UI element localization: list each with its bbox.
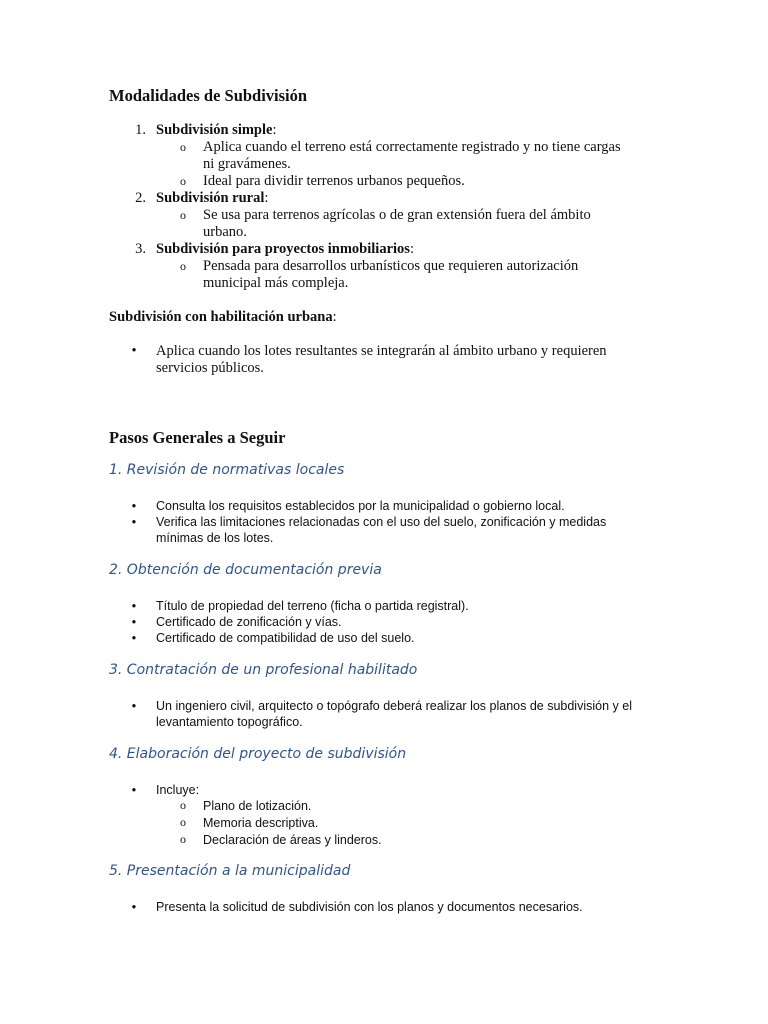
- item-name: Subdivisión rural: [156, 190, 265, 206]
- bullet-icon: •: [131, 783, 137, 797]
- bullet-line: Presenta la solicitud de subdivisión con los planos y documentos necesarios.: [156, 900, 583, 914]
- item-colon: :: [272, 122, 277, 138]
- bullet-line: levantamiento topográfico.: [156, 715, 303, 729]
- step-heading: 5. Presentación a la municipalidad: [109, 863, 351, 879]
- bullet-line: Un ingeniero civil, arquitecto o topógrafo deberá realizar los planos de subdivisión y el: [156, 699, 632, 713]
- bullet-line: mínimas de los lotes.: [156, 531, 274, 545]
- bullet-line: Consulta los requisitos establecidos por la municipalidad o gobierno local.: [156, 499, 565, 513]
- list-number: 2.: [135, 190, 146, 206]
- sub-bullet-icon: o: [180, 208, 186, 222]
- sub-bullet-icon: o: [180, 174, 186, 188]
- bullet-line: servicios públicos.: [156, 360, 264, 376]
- bullet-icon: •: [131, 343, 137, 359]
- step-heading: 4. Elaboración del proyecto de subdivisión: [109, 746, 407, 762]
- item-colon: :: [264, 190, 269, 206]
- sub-bullet-icon: o: [180, 798, 186, 812]
- sub-item-line: Pensada para desarrollos urbanísticos que requieren autorización: [203, 258, 579, 274]
- list-number: 3.: [135, 241, 146, 257]
- list-item-heading: [156, 241, 414, 258]
- list-number: 1.: [135, 122, 146, 138]
- sub-item-line: municipal más compleja.: [203, 275, 349, 291]
- section-title: Modalidades de Subdivisión: [109, 86, 308, 105]
- bullet-line: Certificado de compatibilidad de uso del suelo.: [156, 631, 415, 645]
- sub-bullet-icon: o: [180, 815, 186, 829]
- step-heading: 3. Contratación de un profesional habilitado: [109, 662, 418, 678]
- step-heading: 1. Revisión de normativas locales: [109, 462, 345, 478]
- bullet-icon: •: [131, 900, 137, 914]
- section-title: Pasos Generales a Seguir: [109, 428, 286, 447]
- habilitacion-name: Subdivisión con habilitación urbana: [109, 309, 333, 325]
- bullet-icon: •: [131, 599, 137, 613]
- item-colon: :: [409, 241, 414, 257]
- habilitacion-heading: [109, 309, 337, 326]
- bullet-line: Título de propiedad del terreno (ficha o partida registral).: [156, 599, 469, 613]
- bullet-icon: •: [131, 615, 137, 629]
- sub-item-line: Ideal para dividir terrenos urbanos pequeños.: [203, 173, 465, 189]
- item-name: Subdivisión simple: [156, 122, 273, 138]
- bullet-icon: •: [131, 699, 137, 713]
- sub-bullet-icon: o: [180, 259, 186, 273]
- sub-item-line: urbano.: [203, 224, 247, 240]
- bullet-line: Incluye:: [156, 783, 200, 797]
- habilitacion-colon: :: [332, 309, 337, 325]
- sub-bullet-icon: o: [180, 140, 186, 154]
- sub-item-line: Aplica cuando el terreno está correctamente registrado y no tiene cargas: [203, 139, 621, 155]
- sub-item-line: Se usa para terrenos agrícolas o de gran extensión fuera del ámbito: [203, 207, 591, 223]
- list-item-heading: [156, 190, 268, 207]
- step-heading: 2. Obtención de documentación previa: [109, 562, 382, 578]
- bullet-icon: •: [131, 515, 137, 529]
- list-item-heading: [156, 122, 276, 139]
- sub-item-line: ni gravámenes.: [203, 156, 291, 172]
- bullet-line: Aplica cuando los lotes resultantes se integrarán al ámbito urbano y requieren: [156, 343, 607, 359]
- sub-item-line: Declaración de áreas y linderos.: [203, 833, 382, 847]
- sub-bullet-icon: o: [180, 832, 186, 846]
- item-name: Subdivisión para proyectos inmobiliarios: [156, 241, 410, 257]
- bullet-icon: •: [131, 499, 137, 513]
- bullet-line: Certificado de zonificación y vías.: [156, 615, 342, 629]
- bullet-line: Verifica las limitaciones relacionadas con el uso del suelo, zonificación y medidas: [156, 515, 607, 529]
- sub-item-line: Plano de lotización.: [203, 799, 312, 813]
- sub-item-line: Memoria descriptiva.: [203, 816, 319, 830]
- bullet-icon: •: [131, 631, 137, 645]
